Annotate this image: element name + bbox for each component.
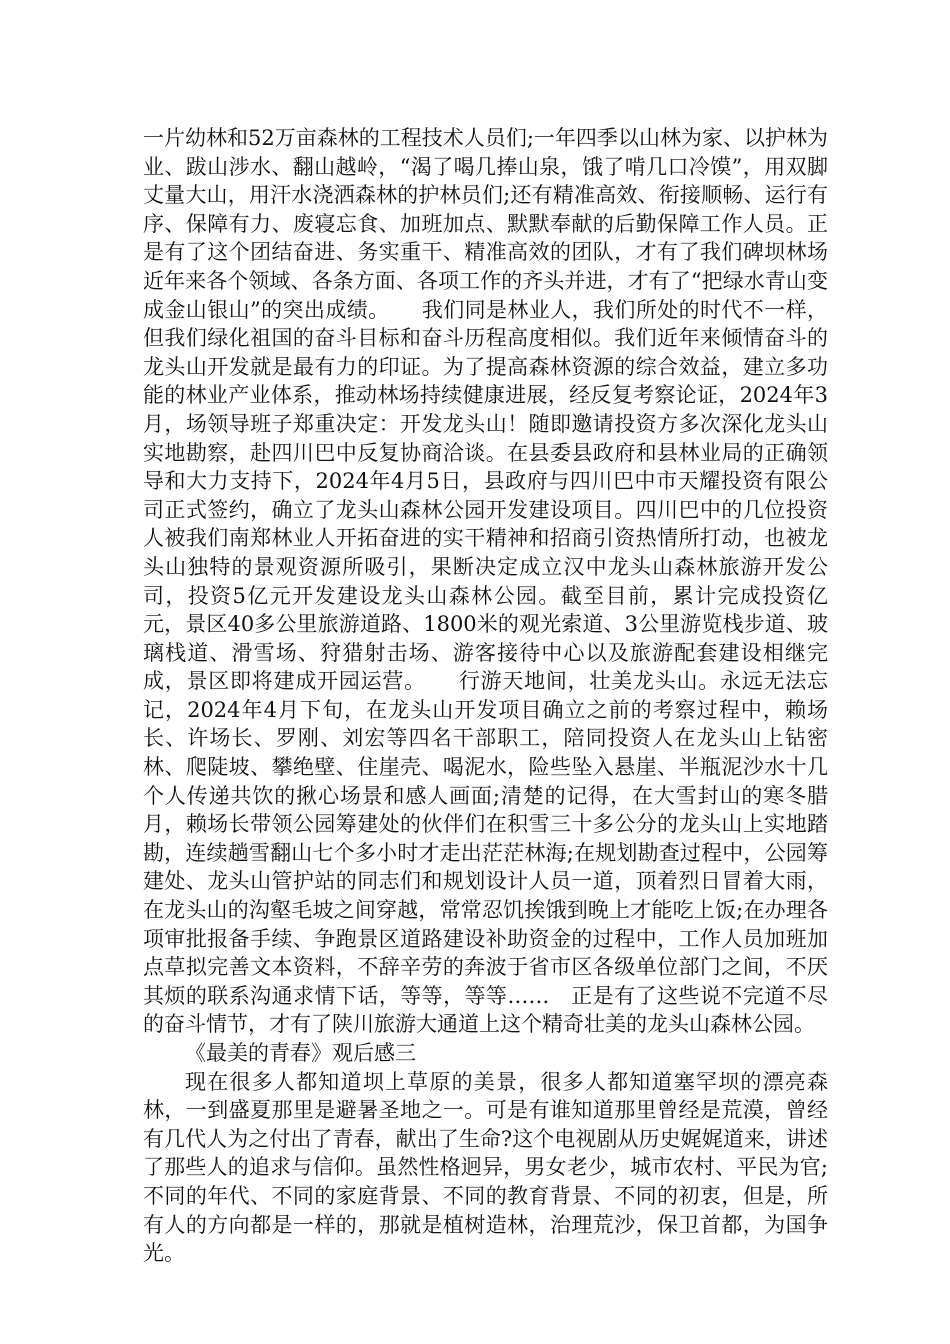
document-body	[143, 124, 828, 1268]
section-heading: 《最美的青春》观后感三	[185, 1041, 416, 1065]
body-paragraph: 一片幼林和52万亩森林的工程技术人员们;一年四季以山林为家、以护林为业、跋山涉水、翻山越岭，“渴了喝几捧山泉，饿了啃几口冷馍”，用双脚丈量大山，用汗水浇洒森林的护林员们;还有精准高效、衔接顺畅、运行有序、保障有力、废寝忘食、加班加点、默默奉献的后勤保障工作人员。正是有了这个团结奋进、务实重干、精准高效的团队，才有了我们碑坝林场近年来各个领域、各条方面、各项工作的齐头并进，才有了“把绿水青山变成金山银山”的突出成绩。 我们同是林业人，我们所处的时代不一样，但我们绿化祖国的奋斗目标和奋斗历程高度相似。我们近年来倾情奋斗的龙头山开发就是最有力的印证。为了提高森林资源的综合效益，建立多功能的林业产业体系，推动林场持续健康进展，经反复考察论证，2024年3月，场领导班子郑重决定：开发龙头山！随即邀请投资方多次深化龙头山实地勘察，赴四川巴中反复协商洽谈。在县委县政府和县林业局的正确领导和大力支持下，2024年4月5日，县政府与四川巴中市天耀投资有限公司正式签约，确立了龙头山森林公园开发建设项目。四川巴中的几位投资人被我们南郑林业人开拓奋进的实干精神和招商引资热情所打动，也被龙头山独特的景观资源所吸引，果断决定成立汉中龙头山森林旅游开发公司，投资5亿元开发建设龙头山森林公园。截至目前，累计完成投资亿元，景区40多公里旅游道路、1800米的观光索道、3公里游览栈步道、玻璃栈道、滑雪场、狩猎射击场、游客接待中心以及旅游配套建设相继完成，景区即将建成开园运营。 行游天地间，壮美龙头山。永远无法忘记，2024年4月下旬，在龙头山开发项目确立之前的考察过程中，赖场长、许场长、罗刚、刘宏等四名干部职工，陪同投资人在龙头山上钻密林、爬陡坡、攀绝壁、住崖壳、喝泥水，险些坠入悬崖、半瓶泥沙水十几个人传递共饮的揪心场景和感人画面;清楚的记得，在大雪封山的寒冬腊月，赖场长带领公园筹建处的伙伴们在积雪三十多公分的龙头山上实地踏勘，连续趟雪翻山七个多小时才走出茫茫林海;在规划勘查过程中，公园筹建处、龙头山管护站的同志们和规划设计人员一道，顶着烈日冒着大雨，在龙头山的沟壑毛坡之间穿越，常常忍饥挨饿到晚上才能吃上饭;在办理各项审批报备手续、争跑景区道路建设补助资金的过程中，工作人员加班加点草拟完善文本资料，不辞辛劳的奔波于省市区各级单位部门之间，不厌其烦的联系沟通求情下话，等等，等等…… 正是有了这些说不完道不尽的奋斗情节，才有了陕川旅游大通道上这个精奇壮美的龙头山森林公园。	[143, 126, 828, 1037]
section-paragraph: 现在很多人都知道坝上草原的美景，很多人都知道塞罕坝的漂亮森林，一到盛夏那里是避暑圣地之一。可是有谁知道那里曾经是荒漠，曾经有几代人为之付出了青春，献出了生命?这个电视剧从历史娓娓道来，讲述了那些人的追求与信仰。虽然性格迥异，男女老少，城市农村、平民为官;不同的年代、不同的家庭背景、不同的教育背景、不同的初衷，但是，所有人的方向都是一样的，那就是植树造林，治理荒沙，保卫首都，为国争光。	[143, 1069, 828, 1266]
